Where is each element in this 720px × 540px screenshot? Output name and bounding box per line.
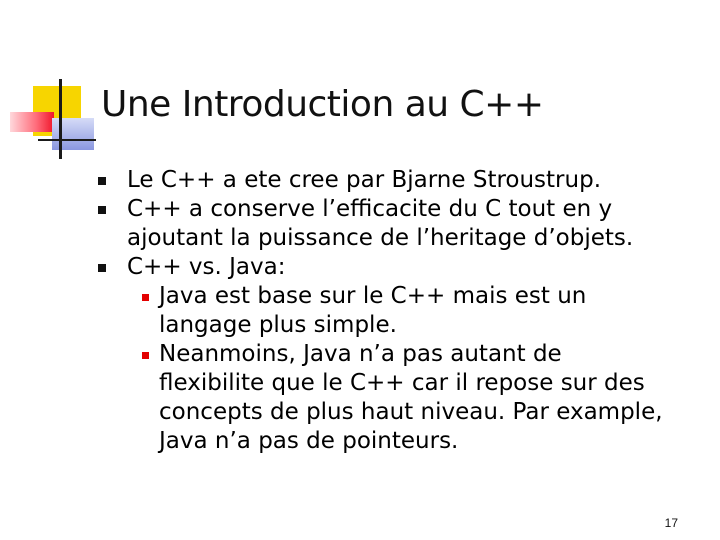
red-square-bullet-icon bbox=[142, 352, 149, 359]
bullet-item-2 bbox=[98, 195, 708, 253]
square-bullet-icon bbox=[98, 206, 106, 214]
bullet-list bbox=[98, 166, 708, 456]
sub-bullet-item-1 bbox=[98, 282, 708, 340]
sub-bullet-text-line: concepts de plus haut niveau. Par example, bbox=[159, 399, 663, 425]
bullet-text-line: ajoutant la puissance de l’heritage d’objets. bbox=[127, 225, 634, 251]
slide-title: Une Introduction au C++ bbox=[101, 84, 544, 125]
bullet-text-line: C++ a conserve l’efficacite du C tout en y bbox=[127, 196, 613, 222]
bullet-item-1 bbox=[98, 166, 708, 195]
sub-bullet-text-line: Java est base sur le C++ mais est un bbox=[159, 283, 587, 309]
bullet-item-3 bbox=[98, 253, 708, 282]
square-bullet-icon bbox=[98, 264, 106, 272]
sub-bullet-text-line: flexibilite que le C++ car il repose sur des bbox=[159, 370, 645, 396]
sub-bullet-text-line: Neanmoins, Java n’a pas autant de bbox=[159, 341, 562, 367]
bullet-text-line: Le C++ a ete cree par Bjarne Stroustrup. bbox=[127, 167, 602, 193]
sub-bullet-item-2 bbox=[98, 340, 708, 456]
sub-bullet-text-line: Java n’a pas de pointeurs. bbox=[159, 428, 459, 454]
sub-bullet-text-line: langage plus simple. bbox=[159, 312, 397, 338]
red-square-bullet-icon bbox=[142, 294, 149, 301]
page-number: 17 bbox=[664, 516, 678, 530]
logo-red-bar bbox=[10, 112, 54, 132]
square-bullet-icon bbox=[98, 177, 106, 185]
logo-horizontal-line bbox=[38, 139, 96, 141]
slide-logo-graphic bbox=[0, 0, 110, 170]
bullet-text-line: C++ vs. Java: bbox=[127, 254, 286, 280]
logo-vertical-line bbox=[59, 79, 62, 159]
